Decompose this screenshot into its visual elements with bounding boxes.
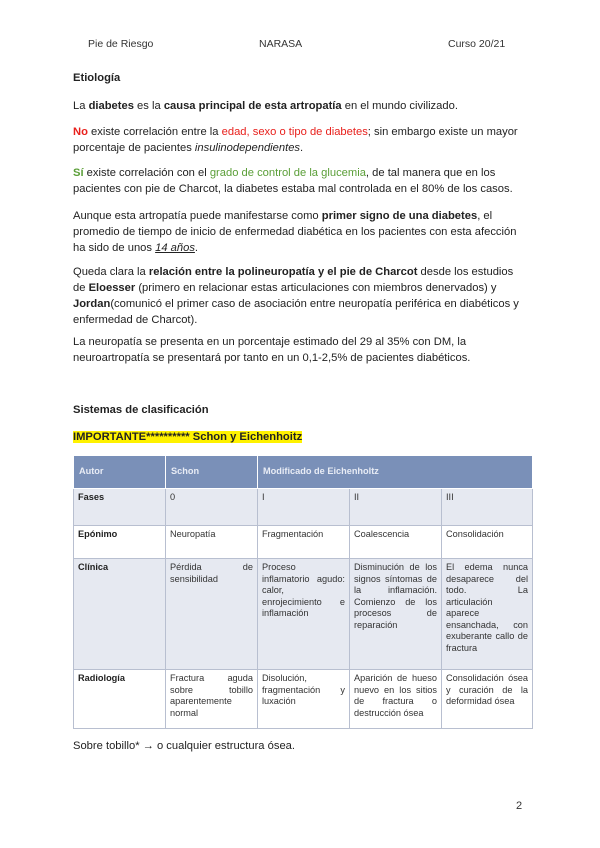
table-cell: El edema nunca desaparece del todo. La articulación aparece ensanchada, con exuberante callo de fractura: [442, 559, 533, 670]
table-cell: Proceso inflamatorio agudo: calor, enrojecimiento e inflamación: [258, 559, 350, 670]
table-cell: Coalescencia: [350, 526, 442, 559]
header-autor: Autor: [74, 456, 166, 489]
table-cell: Consolidación ósea y curación de la deformidad ósea: [442, 670, 533, 729]
table-cell: 0: [166, 489, 258, 526]
table-row: [74, 526, 533, 559]
table-cell: Fragmentación: [258, 526, 350, 559]
table-cell: Aparición de hueso nuevo en los sitios de fractura o destrucción ósea: [350, 670, 442, 729]
paragraph-primer-signo: Aunque esta artropatía puede manifestarse como primer signo de una diabetes, el promedio de tiempo de inicio de enfermedad diabética en los pacientes con esta afección ha sido de unos 14 años.: [73, 210, 517, 254]
table-row: [74, 489, 533, 526]
table-cell: Pérdida de sensibilidad: [166, 559, 258, 670]
important-note: IMPORTANTE********** Schon y Eichenhoitz: [73, 431, 303, 443]
table-row: [74, 559, 533, 670]
paragraph-diabetes: La diabetes es la causa principal de esta artropatía en el mundo civilizado.: [73, 100, 458, 112]
header-modificado: Modificado de Eichenholtz: [258, 456, 533, 489]
header-schon: Schon: [166, 456, 258, 489]
paragraph-si-correlacion: Sí existe correlación con el grado de control de la glucemia, de tal manera que en los pacientes con pie de Charcot, la diabetes estaba mal controlada en el 80% de los casos.: [73, 167, 513, 195]
table-row: [74, 670, 533, 729]
table-cell: Disminución de los signos síntomas de la inflamación. Comienzo de los procesos de reparación: [350, 559, 442, 670]
paragraph-polineuropatia: Queda clara la relación entre la polineuropatía y el pie de Charcot desde los estudios de Eloesser (primero en relacionar estas articulaciones con miembros denervados) y Jordan(comunicó el primer caso de asociación entre neuropatía periférica en diabéticos y enfermedad de Charcot).: [73, 266, 519, 326]
header-left: Pie de Riesgo: [88, 38, 154, 50]
row-label-fases: Fases: [74, 489, 166, 526]
clasificacion-title: Sistemas de clasificación: [73, 404, 209, 416]
header-right: Curso 20/21: [448, 38, 506, 50]
table-cell: II: [350, 489, 442, 526]
etiologia-title: Etiología: [73, 72, 121, 84]
table-cell: III: [442, 489, 533, 526]
table-cell: I: [258, 489, 350, 526]
paragraph-no-correlacion: No existe correlación entre la edad, sexo o tipo de diabetes; sin embargo existe un mayor porcentaje de pacientes insulinodependientes.: [73, 126, 518, 154]
table-cell: Fractura aguda sobre tobillo aparentemente normal: [166, 670, 258, 729]
row-label-clinica: Clínica: [74, 559, 166, 670]
footnote: Sobre tobillo* → o cualquier estructura ósea.: [73, 740, 296, 752]
table-header-row: [74, 456, 533, 489]
paragraph-neuropatia: La neuropatía se presenta en un porcentaje estimado del 29 al 35% con DM, la neuroartropatía se presentará por tanto en un 0,1-2,5% de pacientes diabéticos.: [73, 336, 471, 364]
table-cell: Consolidación: [442, 526, 533, 559]
row-label-radiologia: Radiología: [74, 670, 166, 729]
classification-table: [73, 455, 533, 729]
header-center: NARASA: [259, 38, 303, 50]
row-label-eponimo: Epónimo: [74, 526, 166, 559]
table-cell: Disolución, fragmentación y luxación: [258, 670, 350, 729]
page-number: 2: [516, 800, 523, 812]
table-cell: Neuropatía: [166, 526, 258, 559]
